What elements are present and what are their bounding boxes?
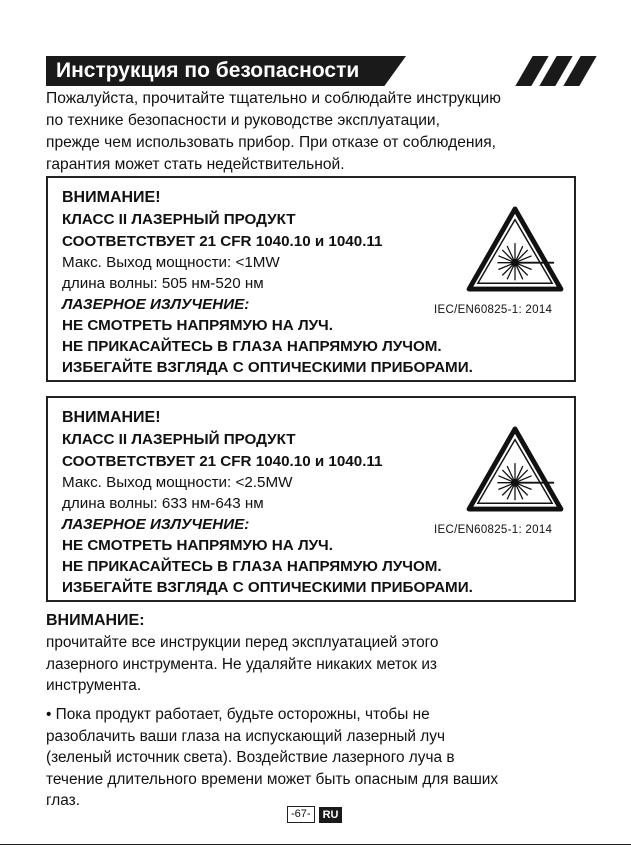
power-line: Макс. Выход мощности: <2.5MW [62,474,293,491]
class-line: КЛАСС II ЛАЗЕРНЫЙ ПРОДУКТ [62,211,296,228]
section-header [46,54,575,88]
intro-line: прежде чем использовать прибор. При отказе от соблюдения, [46,134,496,151]
paragraph-line: инструмента. [46,677,142,694]
paragraph-line: течение длительного времени может быть опасным для ваших [46,770,499,788]
page-title: Инструкция по безопасности [56,59,360,82]
laser-warning-icon [466,426,564,512]
intro-text [46,88,586,176]
intro-line: по технике безопасности и руководстве эксплуатации, [46,112,440,129]
complies-line: СООТВЕТСТВУЕТ 21 CFR 1040.10 и 1040.11 [62,453,383,470]
radiation-line: ЛАЗЕРНОЕ ИЗЛУЧЕНИЕ: [62,296,250,313]
complies-line: СООТВЕТСТВУЕТ 21 CFR 1040.10 и 1040.11 [62,233,383,250]
paragraph-line: лазерного инструмента. Не удаляйте никаких меток из [46,655,437,673]
warning-heading: ВНИМАНИЕ: [46,612,145,629]
no-optics-line: ИЗБЕГАЙТЕ ВЗГЛЯДА С ОПТИЧЕСКИМИ ПРИБОРАМИ. [62,579,473,596]
class-line: КЛАСС II ЛАЗЕРНЫЙ ПРОДУКТ [62,431,296,448]
standard-label: IEC/EN60825-1: 2014 [434,304,553,316]
radiation-line: ЛАЗЕРНОЕ ИЗЛУЧЕНИЕ: [62,516,250,533]
laser-label-green [46,176,576,382]
attention-heading: ВНИМАНИЕ! [62,409,161,426]
laser-warning-icon [466,206,564,292]
power-line: Макс. Выход мощности: <1MW [62,254,280,271]
paragraph-line: глаз. [46,792,80,809]
bottom-divider [0,844,631,845]
paragraph-line: • Пока продукт работает, будьте осторожны, чтобы не [46,706,430,723]
no-optics-line: ИЗБЕГАЙТЕ ВЗГЛЯДА С ОПТИЧЕСКИМИ ПРИБОРАМИ. [62,359,473,376]
warning-paragraph [46,632,438,697]
wavelength-line: длина волны: 633 нм-643 нм [62,495,264,512]
bullet-paragraph [46,704,498,812]
no-eyes-line: НЕ ПРИКАСАЙТЕСЬ В ГЛАЗА НАПРЯМУЮ ЛУЧОМ. [62,338,442,355]
paragraph-line: прочитайте все инструкции перед эксплуатацией этого [46,634,439,651]
intro-line: гарантия может стать недействительной. [46,156,345,173]
page-number: -67- [287,806,315,823]
intro-line: Пожалуйста, прочитайте тщательно и соблюдайте инструкцию [46,90,501,107]
paragraph-line: (зеленый источник света). Воздействие лазерного луча в [46,749,455,766]
attention-heading: ВНИМАНИЕ! [62,189,161,206]
laser-label-red [46,396,576,602]
standard-label: IEC/EN60825-1: 2014 [434,524,553,536]
paragraph-line: разоблачить ваши глаза на испускающий лазерный луч [46,727,445,745]
no-stare-line: НЕ СМОТРЕТЬ НАПРЯМУЮ НА ЛУЧ. [62,317,333,334]
no-stare-line: НЕ СМОТРЕТЬ НАПРЯМУЮ НА ЛУЧ. [62,537,333,554]
no-eyes-line: НЕ ПРИКАСАЙТЕСЬ В ГЛАЗА НАПРЯМУЮ ЛУЧОМ. [62,558,442,575]
language-badge: RU [319,807,343,823]
wavelength-line: длина волны: 505 нм-520 нм [62,275,264,292]
page-footer [287,806,342,823]
